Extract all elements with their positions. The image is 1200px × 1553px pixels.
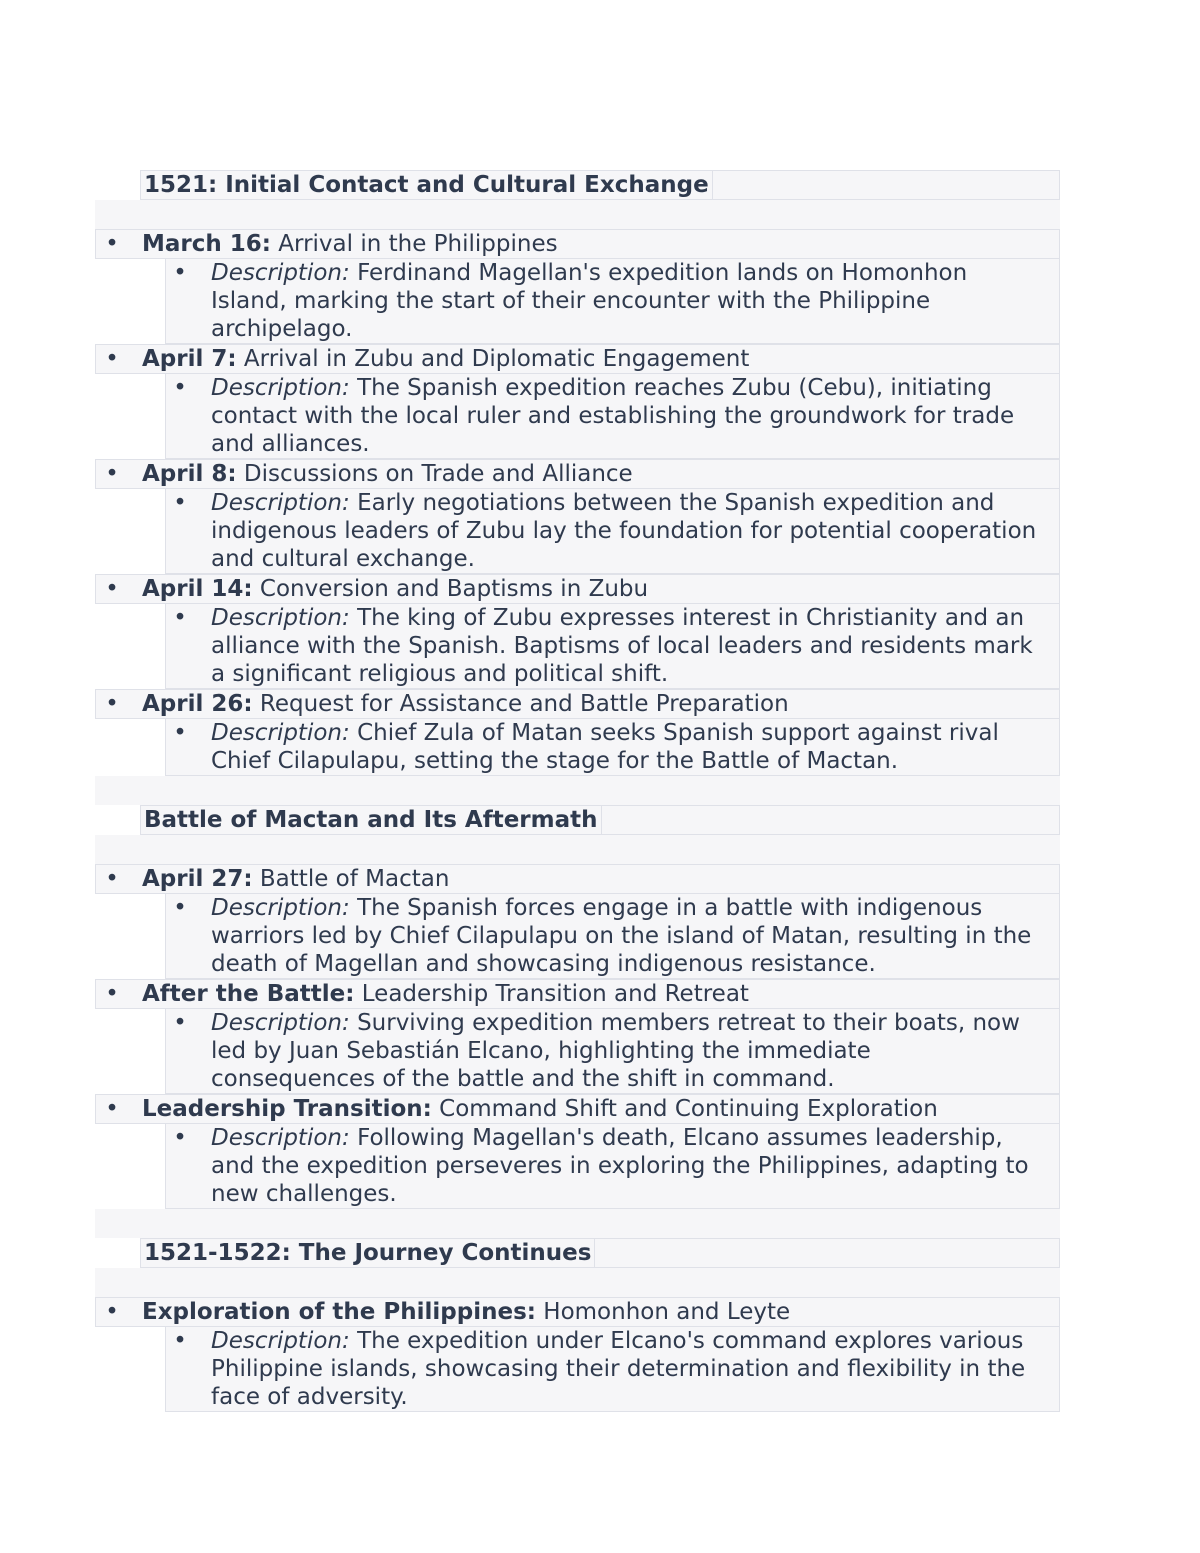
item-date: April 14: xyxy=(142,576,253,602)
bullet-icon: • xyxy=(105,1096,119,1122)
item-description xyxy=(165,604,1060,689)
description-line: warriors led by Chief Cilapulapu on the island of Matan, resulting in the xyxy=(211,923,1032,949)
bullet-icon: • xyxy=(105,346,119,372)
description-line: Early negotiations between the Spanish expedition and xyxy=(357,490,995,516)
item-description xyxy=(165,894,1060,979)
description-line: and alliances. xyxy=(211,431,370,457)
description-line: Ferdinand Magellan's expedition lands on Homonhon xyxy=(357,260,968,286)
bullet-icon: • xyxy=(173,720,187,746)
description-label: Description: xyxy=(211,375,350,401)
item-date: April 7: xyxy=(142,346,237,372)
timeline-item xyxy=(95,689,1060,719)
description-line: Philippine islands, showcasing their determination and flexibility in the xyxy=(211,1356,1026,1382)
description-label: Description: xyxy=(211,720,350,746)
timeline-item xyxy=(95,344,1060,374)
description-label: Description: xyxy=(211,1125,350,1151)
timeline-item xyxy=(95,459,1060,489)
bullet-icon: • xyxy=(105,981,119,1007)
item-title: Discussions on Trade and Alliance xyxy=(243,461,633,487)
item-title: Leadership Transition and Retreat xyxy=(361,981,749,1007)
item-title: Command Shift and Continuing Exploration xyxy=(439,1096,938,1122)
timeline-item xyxy=(95,1297,1060,1327)
description-label: Description: xyxy=(211,895,350,921)
description-label: Description: xyxy=(211,605,350,631)
spacer xyxy=(95,1268,1060,1297)
section-heading xyxy=(140,1238,1060,1268)
description-label: Description: xyxy=(211,260,350,286)
description-line: contact with the local ruler and establishing the groundwork for trade xyxy=(211,403,1015,429)
description-line: new challenges. xyxy=(211,1181,397,1207)
description-line: Island, marking the start of their encounter with the Philippine xyxy=(211,288,931,314)
spacer xyxy=(95,835,1060,864)
bullet-icon: • xyxy=(173,1010,187,1036)
item-date: After the Battle: xyxy=(142,981,355,1007)
section-heading xyxy=(140,170,1060,200)
bullet-icon: • xyxy=(105,231,119,257)
spacer xyxy=(95,776,1060,805)
item-date: Leadership Transition: xyxy=(142,1096,432,1122)
timeline-item xyxy=(95,864,1060,894)
item-description xyxy=(165,1124,1060,1209)
bullet-icon: • xyxy=(173,1125,187,1151)
timeline-item xyxy=(95,229,1060,259)
description-line: alliance with the Spanish. Baptisms of local leaders and residents mark xyxy=(211,633,1033,659)
item-title: Conversion and Baptisms in Zubu xyxy=(259,576,649,602)
bullet-icon: • xyxy=(173,375,187,401)
item-description xyxy=(165,374,1060,459)
item-title: Arrival in Zubu and Diplomatic Engagement xyxy=(243,346,750,372)
description-line: archipelago. xyxy=(211,316,353,342)
item-description xyxy=(165,259,1060,344)
item-date: March 16: xyxy=(142,231,271,257)
item-description xyxy=(165,719,1060,776)
bullet-icon: • xyxy=(105,866,119,892)
description-line: Chief Cilapulapu, setting the stage for the Battle of Mactan. xyxy=(211,748,899,774)
bullet-icon: • xyxy=(105,1299,119,1325)
description-label: Description: xyxy=(211,1328,350,1354)
item-date: Exploration of the Philippines: xyxy=(142,1299,536,1325)
timeline-item xyxy=(95,1094,1060,1124)
item-description xyxy=(165,489,1060,574)
description-line: Following Magellan's death, Elcano assumes leadership, xyxy=(357,1125,1003,1151)
description-line: and the expedition perseveres in exploring the Philippines, adapting to xyxy=(211,1153,1029,1179)
description-line: led by Juan Sebastián Elcano, highlighting the immediate xyxy=(211,1038,871,1064)
bullet-icon: • xyxy=(173,490,187,516)
description-line: The king of Zubu expresses interest in Christianity and an xyxy=(357,605,1025,631)
description-line: The expedition under Elcano's command explores various xyxy=(357,1328,1024,1354)
document-body xyxy=(95,170,1060,1412)
description-line: indigenous leaders of Zubu lay the foundation for potential cooperation xyxy=(211,518,1037,544)
description-label: Description: xyxy=(211,1010,350,1036)
description-line: death of Magellan and showcasing indigenous resistance. xyxy=(211,951,876,977)
item-date: April 27: xyxy=(142,866,253,892)
bullet-icon: • xyxy=(173,895,187,921)
description-line: and cultural exchange. xyxy=(211,546,475,572)
description-line: consequences of the battle and the shift in command. xyxy=(211,1066,835,1092)
bullet-icon: • xyxy=(105,691,119,717)
section-heading-text: 1521: Initial Contact and Cultural Exchange xyxy=(141,171,713,199)
item-description xyxy=(165,1009,1060,1094)
description-line: The Spanish expedition reaches Zubu (Cebu), initiating xyxy=(357,375,992,401)
description-line: The Spanish forces engage in a battle with indigenous xyxy=(357,895,983,921)
timeline-item xyxy=(95,979,1060,1009)
item-date: April 26: xyxy=(142,691,253,717)
bullet-icon: • xyxy=(173,1328,187,1354)
item-title: Battle of Mactan xyxy=(259,866,450,892)
section-heading-text: Battle of Mactan and Its Aftermath xyxy=(141,806,602,834)
description-label: Description: xyxy=(211,490,350,516)
timeline-item xyxy=(95,574,1060,604)
bullet-icon: • xyxy=(173,605,187,631)
description-line: face of adversity. xyxy=(211,1384,408,1410)
bullet-icon: • xyxy=(105,576,119,602)
item-title: Homonhon and Leyte xyxy=(543,1299,791,1325)
description-line: Chief Zula of Matan seeks Spanish support against rival xyxy=(357,720,999,746)
item-date: April 8: xyxy=(142,461,237,487)
section-heading-text: 1521-1522: The Journey Continues xyxy=(141,1239,595,1267)
item-description xyxy=(165,1327,1060,1412)
item-title: Request for Assistance and Battle Preparation xyxy=(259,691,789,717)
description-line: Surviving expedition members retreat to their boats, now xyxy=(357,1010,1020,1036)
spacer xyxy=(95,1209,1060,1238)
item-title: Arrival in the Philippines xyxy=(278,231,558,257)
description-line: a significant religious and political shift. xyxy=(211,661,669,687)
bullet-icon: • xyxy=(173,260,187,286)
section-heading xyxy=(140,805,1060,835)
bullet-icon: • xyxy=(105,461,119,487)
spacer xyxy=(95,200,1060,229)
